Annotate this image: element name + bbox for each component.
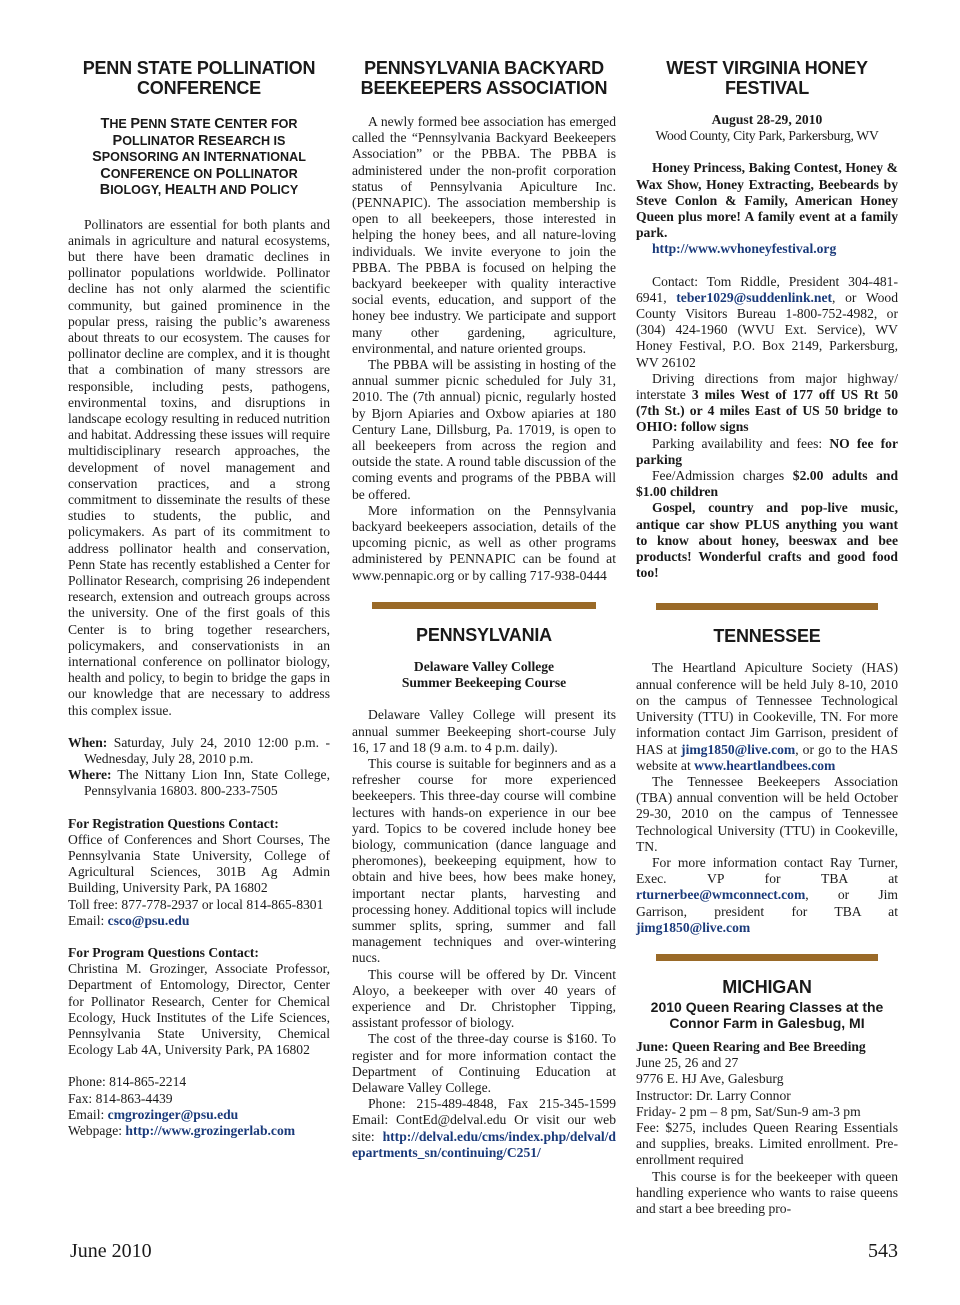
where-line: Where: The Nittany Lion Inn, State College, Pennsylvania 16803. 800-233-7505: [68, 767, 330, 799]
tn-email[interactable]: jimg1850@live.com: [681, 741, 796, 757]
pbba-paragraph-3: More information on the Pennsylvania backyard beekeepers association, details of the upcoming picnic, as well as other programs administered by PENNAPIC can be found at www.pennapic.org or by calling 717-938-0444: [352, 502, 616, 583]
phone-line: Phone: 814-865-2214: [68, 1074, 187, 1090]
mi-line: June 25, 26 and 27: [636, 1055, 739, 1071]
pennsylvania-heading: PENNSYLVANIA: [416, 624, 552, 645]
section-divider: [372, 602, 596, 609]
column-middle: [352, 58, 616, 1161]
mi-course-title: June: Queen Rearing and Bee Breeding: [636, 1038, 866, 1054]
mi-paragraph: This course is for the beekeeper with queen handling experience who wants to raise queens and start a bee breeding pro-: [636, 1168, 898, 1216]
tollfree-line: Toll free: 877-778-2937 or local 814-865-8301: [68, 896, 324, 912]
wv-date: August 28-29, 2010: [711, 112, 823, 127]
delval-contact: Phone: 215-489-4848, Fax 215-345-1599 Email: ContEd@delval.edu Or visit our web site: http://delval.edu/cms/index.php/delval/departments_sn/continuing/C251/: [352, 1096, 616, 1160]
fax-line: Fax: 814-863-4439: [68, 1090, 173, 1106]
section-divider: [656, 603, 878, 610]
tba-email[interactable]: rturnerbee@wmconnect.com: [636, 887, 806, 903]
registration-label: For Registration Questions Contact:: [68, 815, 279, 831]
delval-paragraph-1: Delaware Valley College will present its annual summer Beekeeping short-course July 16, 17 and 18 (9 a.m. to 4 p.m. daily).: [352, 707, 616, 755]
michigan-subtitle: 2010 Queen Rearing Classes at the Connor Farm in Galesbug, MI: [650, 998, 884, 1031]
wv-url[interactable]: http://www.wvhoneyfestival.org: [652, 241, 837, 257]
tn-paragraph-2: The Tennessee Beekeepers Association (TBA) annual convention will be held October 29-30, 2010 on the campus of Tennessee Technological University (TTU) in Cookeville, TN.: [636, 773, 898, 854]
delval-paragraph-2: This course is suitable for beginners and as a refresher course for more experienced beekeepers. This three-day course will combine lectures with hands-on experience in our bee yard. Topics to be covered include honey bee biology, communication (dance language and pheromones), beekeeping equipment, how to obtain and hive bees, how bees make honey, important nectar plants, harvesting and processing honey. Additional topics will include summer splits, spring, summer and fall management techniques and over-wintering nucs.: [352, 755, 616, 966]
registration-text: Office of Conferences and Short Courses, The Pennsylvania State University, College of Agricultural Sciences, 301B Ag Admin Building, University Park, PA 16802: [68, 831, 330, 896]
wv-features: Honey Princess, Baking Contest, Honey & Wax Show, Honey Extracting, Beebeards by Steve Conlon & Family, American Honey Queen plus more! A family event at a family park.: [636, 160, 898, 241]
pollinator-body: Pollinators are essential for both plants and animals in agriculture and natural ecosystems, but there have been dramatic declines in pollinator populations worldwide. Pollinator decline has not only alarmed the scientific community, but gained prominence in the popular press, raising the public’s awareness about threats to our ecosystem. The causes for pollinator decline are complex, and it is thought that a combination of many stressors are responsible, including pests, pathogens, environmental toxins, and disruptions in landscape ecology resulting in reduced nutrition and habitat. Addressing these issues will require multidisciplinary research approaches, the development of novel management and conservation practices, and a strong commitment to disseminate the results of these studies to students, the public, and policymakers. As part of its commitment to address pollinator health and conservation, Penn State has recently established a Center for Pollinator Research, comprising 26 independent research, extension and outreach groups across the university. One of the first goals of this Center is to bring together researchers, policymakers, and conservationists in an international conference on pollinator biology, health and policy, to begin to bridge the gaps in our knowledge that are necessary to address this complex issue.: [68, 216, 330, 718]
pbba-paragraph-2: The PBBA will be assisting in hosting of the annual summer picnic scheduled for July 31, 2010. The (7th annual) picnic, regularly hosted by Bjorn Apiaries and Oxbow apiaries at 180 Century Lane, Dillsburg, Pa. 17019, is open to all beekeepers from across the region and outside the state. A round table discussion of the coming events and programs of the PBBA will be offered.: [352, 357, 616, 502]
tn-paragraph-1: The Heartland Apiculture Society (HAS) annual conference will be held July 8-10, 2010 on the campus of Tennessee Technological University (TTU) in Cookeville, TN. For more information contact Jim Garrison, president of HAS at jimg1850@live.com, or go to the HAS website at www.heartlandbees.com: [636, 660, 899, 773]
subtitle-line: CONFERENCE ON POLLINATOR: [100, 165, 298, 182]
email-line: Email: csco@psu.edu: [68, 912, 190, 928]
delval-link[interactable]: http://delval.edu/cms/index.php/delval/departments_sn/continuing/C251/: [352, 1128, 616, 1160]
mi-line: Friday- 2 pm – 8 pm, Sat/Sun-9 am-3 pm: [636, 1103, 861, 1119]
mi-line: Fee: $275, includes Queen Rearing Essentials and supplies, breaks. Limited enrollment. Pre-enrollment required: [636, 1119, 898, 1168]
tn-paragraph-3: For more information contact Ray Turner, Exec. VP for TBA at rturnerbee@wmconnect.com, or Jim Garrison, president for TBA at jimg1850@live.com: [636, 854, 898, 935]
section-divider: [656, 954, 878, 961]
wv-url-line: [636, 241, 898, 257]
pbba-paragraph-1: A newly formed bee association has emerged called the “Pennsylvania Backyard Beekeepers Association” or the PBBA. The PBBA is administered under the non-profit corporation status of Pennsylvania Apiculture Inc. (PENNAPIC). The association membership is open to all beekeepers, those interested in helping the honey bees, and all nature-loving individuals. We invite everyone to join the PBBA. The PBBA is focused on helping the backyard beekeeper with quality interactive social events, education, and support of the honey bee industry. We participate and support many other gardening, agriculture, environmental, and nature oriented groups.: [352, 114, 616, 356]
delval-paragraph-3: This course will be offered by Dr. Vincent Aloyo, a beekeeper with over 40 years of experience and Dr. Christopher Tipping, assistant professor of biology.: [352, 966, 616, 1031]
wv-fees: Fee/Admission charges $2.00 adults and $1.00 children: [636, 468, 899, 500]
subtitle-line: THE PENN STATE CENTER FOR: [100, 116, 298, 132]
wv-parking: Parking availability and fees: NO fee for parking: [636, 435, 898, 467]
wv-heading: WEST VIRGINIA HONEY FESTIVAL: [666, 58, 868, 98]
michigan-heading: MICHIGAN: [722, 976, 812, 997]
pbba-heading: PENNSYLVANIA BACKYARD BEEKEEPERS ASSOCIATION: [360, 58, 608, 98]
program-text: Christina M. Grozinger, Associate Professor, Department of Entomology, Director, Center for Pollinator Research, Center for Chemical Ecology, Huck Institutes of the Life Sciences, Pennsylvania State University, Chemical Ecology Lab 4A, University Park, PA 16802: [68, 961, 330, 1058]
program-label: For Program Questions Contact:: [68, 945, 259, 961]
wv-contact: Contact: Tom Riddle, President 304-481-6941, teber1029@suddenlink.net, or Wood County Visitors Bureau 1-800-752-4982, or (304) 424-1960 (WVU Ext. Service), WV Honey Festival, P.O. Box 2149, Parkersburg, WV 26102: [636, 273, 898, 370]
column-left: [68, 58, 330, 1139]
page-number: 543: [868, 1240, 898, 1262]
when-line: When: Saturday, July 24, 2010 12:00 p.m. -Wednesday, July 28, 2010 p.m.: [68, 734, 330, 766]
delval-subtitle: Delaware Valley College Summer Beekeeping Course: [401, 658, 567, 691]
email2-line: Email: cmgrozinger@psu.edu: [68, 1106, 239, 1122]
email-link[interactable]: csco@psu.edu: [107, 912, 190, 928]
mi-line: 9776 E. HJ Ave, Galesburg: [636, 1071, 784, 1087]
email2-link[interactable]: cmgrozinger@psu.edu: [107, 1106, 239, 1122]
wv-music: Gospel, country and pop-live music, antique car show PLUS anything you want to know about honey, beeswax and bee products! Wonderful crafts and good food too!: [636, 500, 898, 581]
tennessee-heading: TENNESSEE: [713, 626, 821, 647]
subtitle-line: POLLINATOR RESEARCH IS: [112, 132, 286, 149]
tn-url[interactable]: www.heartlandbees.com: [694, 757, 836, 773]
webpage-link[interactable]: http://www.grozingerlab.com: [125, 1123, 296, 1139]
footer-date: June 2010: [70, 1240, 152, 1262]
penn-state-subtitle: [68, 116, 330, 199]
wv-directions: Driving directions from major highway/ interstate 3 miles West of 177 off US Rt 50 (7th St.) or 4 miles East of US 50 bridge to OHIO: follow signs: [636, 370, 898, 435]
subtitle-line: BIOLOGY, HEALTH AND POLICY: [99, 182, 299, 198]
tba-email-2[interactable]: jimg1850@live.com: [636, 919, 751, 935]
delval-paragraph-4: The cost of the three-day course is $160. To register and for more information contact the Department of Continuing Education at Delaware Valley College.: [352, 1031, 616, 1095]
column-right: [636, 58, 898, 1217]
mi-line: Instructor: Dr. Larry Connor: [636, 1087, 791, 1103]
wv-location: Wood County, City Park, Parkersburg, WV: [655, 128, 879, 144]
penn-state-heading: PENN STATE POLLINATION CONFERENCE: [82, 58, 316, 98]
wv-contact-email[interactable]: teber1029@suddenlink.net: [676, 289, 833, 305]
subtitle-line: SPONSORING AN INTERNATIONAL: [92, 149, 306, 165]
webpage-line: Webpage: http://www.grozingerlab.com: [68, 1123, 296, 1139]
